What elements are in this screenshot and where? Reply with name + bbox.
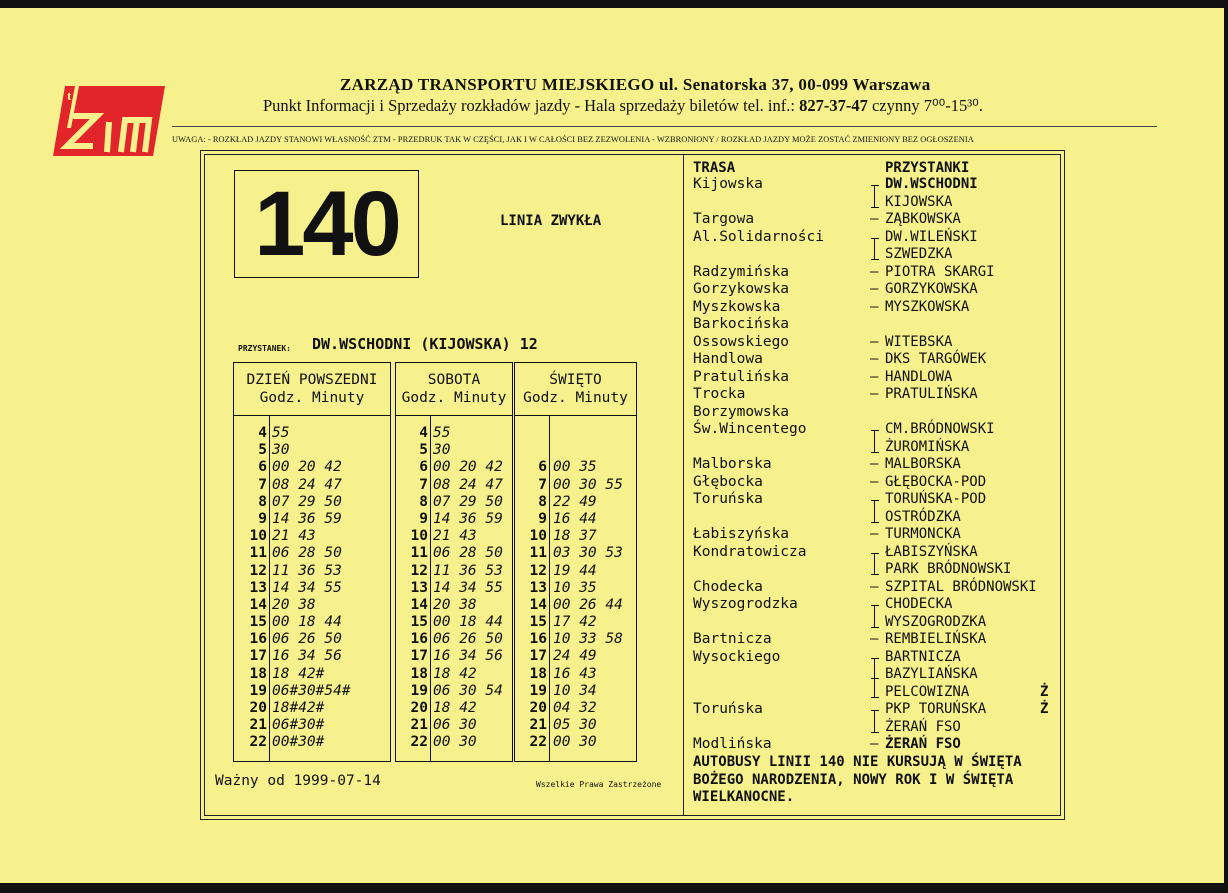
route-stop: MYSZKOWSKA bbox=[885, 298, 970, 315]
minutes-cell: 04 32 bbox=[553, 700, 597, 716]
route-street: Pratulińska bbox=[693, 368, 790, 385]
table-row bbox=[515, 614, 636, 631]
minutes-cell: 03 30 53 bbox=[553, 545, 623, 562]
line-number: 140 bbox=[254, 173, 399, 275]
minutes-cell: 14 36 59 bbox=[433, 510, 503, 527]
route-stop: REMBIELIŃSKA bbox=[885, 631, 987, 647]
bracket-stem bbox=[874, 431, 875, 452]
table-row bbox=[234, 666, 390, 683]
minutes-cell: 00#30# bbox=[272, 734, 325, 751]
minutes-cell: 10 34 bbox=[553, 682, 597, 699]
route-street: Modlińska bbox=[693, 736, 772, 752]
route-bracket bbox=[871, 430, 879, 453]
minutes-cell: 00 30 bbox=[553, 734, 597, 751]
hour-cell: 4 bbox=[419, 425, 428, 441]
table-row bbox=[234, 545, 390, 562]
table-row bbox=[515, 477, 636, 494]
table-row bbox=[396, 563, 512, 580]
table-row bbox=[234, 648, 390, 665]
agency-address: ZARZĄD TRANSPORTU MIEJSKIEGO ul. Senatorska 37, 00-099 Warszawa bbox=[340, 75, 931, 94]
minutes-cell: 06 26 50 bbox=[433, 631, 503, 648]
route-stop: GŁĘBOCKA-POD bbox=[885, 473, 987, 490]
hour-cell: 7 bbox=[538, 476, 547, 493]
route-street: Borzymowska bbox=[693, 403, 790, 420]
bracket-stem bbox=[874, 606, 875, 627]
route-street: Handlowa bbox=[693, 351, 763, 367]
route-stop: DW.WILEŃSKI bbox=[885, 228, 978, 245]
table-row bbox=[396, 717, 512, 734]
hour-cell: 13 bbox=[529, 579, 547, 596]
route-dash: – bbox=[870, 211, 879, 227]
route-street: Wyszogrodzka bbox=[693, 596, 798, 612]
hour-cell: 11 bbox=[410, 545, 428, 562]
route-stop: DKS TARGÓWEK bbox=[885, 351, 987, 367]
table-row bbox=[396, 580, 512, 597]
table-row bbox=[234, 459, 390, 476]
hour-cell: 10 bbox=[410, 528, 428, 545]
route-dash: – bbox=[870, 386, 879, 402]
table-row bbox=[515, 683, 636, 700]
route-stop: PARK BRÓDNOWSKI bbox=[885, 561, 1012, 577]
minutes-cell: 06 26 50 bbox=[272, 631, 342, 648]
route-street: Chodecka bbox=[693, 578, 763, 595]
route-bracket bbox=[871, 605, 879, 628]
holiday-table bbox=[514, 362, 637, 762]
table-row bbox=[515, 528, 636, 545]
table-row bbox=[396, 477, 512, 494]
route-street: Głębocka bbox=[693, 473, 763, 490]
minutes-cell: 20 38 bbox=[272, 596, 316, 613]
bracket-stem bbox=[874, 186, 875, 207]
table-subtitle: Godz. Minuty bbox=[523, 390, 628, 406]
route-street: Malborska bbox=[693, 456, 772, 472]
minutes-cell: 30 bbox=[272, 442, 290, 459]
route-stop: DW.WSCHODNI bbox=[885, 176, 978, 192]
hour-cell: 6 bbox=[258, 459, 267, 476]
hour-cell: 11 bbox=[249, 545, 267, 562]
hour-cell: 21 bbox=[410, 717, 428, 734]
table-row bbox=[396, 648, 512, 665]
table-row bbox=[396, 614, 512, 631]
route-stop: ZĄBKOWSKA bbox=[885, 211, 961, 227]
minutes-cell: 00 35 bbox=[553, 459, 597, 476]
table-row bbox=[515, 717, 636, 734]
info-line bbox=[263, 96, 983, 116]
hour-cell: 9 bbox=[258, 510, 267, 527]
table-row bbox=[396, 597, 512, 614]
hour-cell: 12 bbox=[249, 562, 267, 579]
bracket-tick bbox=[871, 678, 879, 679]
hour-cell: 19 bbox=[529, 682, 547, 699]
route-header: TRASA bbox=[693, 160, 736, 176]
table-row bbox=[234, 494, 390, 511]
table-row bbox=[515, 563, 636, 580]
hour-cell: 6 bbox=[419, 459, 428, 476]
bracket-stem bbox=[874, 239, 875, 260]
route-bracket bbox=[871, 710, 879, 733]
minutes-cell: 18 42 bbox=[433, 700, 477, 716]
minutes-cell: 14 34 55 bbox=[272, 579, 342, 596]
hour-cell: 16 bbox=[410, 631, 428, 648]
hour-cell: 20 bbox=[410, 700, 428, 716]
minutes-cell: 16 34 56 bbox=[433, 648, 503, 665]
hour-cell: 22 bbox=[410, 734, 428, 751]
minutes-cell: 08 24 47 bbox=[272, 476, 342, 493]
hour-cell: 13 bbox=[410, 579, 428, 596]
minutes-cell: 08 24 47 bbox=[433, 476, 503, 493]
route-bracket bbox=[871, 238, 879, 261]
hour-cell: 12 bbox=[410, 562, 428, 579]
table-row bbox=[515, 511, 636, 528]
hour-cell: 21 bbox=[249, 717, 267, 734]
table-subtitle: Godz. Minuty bbox=[401, 390, 507, 406]
column-divider bbox=[683, 154, 684, 816]
hour-cell: 18 bbox=[410, 665, 428, 682]
table-row bbox=[515, 734, 636, 751]
minutes-cell: 00 20 42 bbox=[433, 459, 503, 476]
minutes-cell: 30 bbox=[433, 442, 451, 459]
minutes-cell: 00 20 42 bbox=[272, 459, 342, 476]
service-note: AUTOBUSY LINII 140 NIE KURSUJĄ W ŚWIĘTA BOŻEGO NARODZENIA, NOWY ROK I W ŚWIĘTA WIELKANOCNE. bbox=[693, 754, 1022, 805]
route-street: Trocka bbox=[693, 386, 746, 402]
header-rule bbox=[172, 126, 1157, 127]
route-stop: PELCOWIZNA bbox=[885, 683, 970, 700]
table-row bbox=[234, 717, 390, 734]
hour-cell: 22 bbox=[529, 734, 547, 751]
table-row bbox=[515, 545, 636, 562]
route-stop: ŻUROMIŃSKA bbox=[885, 438, 970, 455]
table-row bbox=[234, 528, 390, 545]
table-row bbox=[234, 580, 390, 597]
table-row bbox=[234, 631, 390, 648]
route-stop: GORZYKOWSKA bbox=[885, 281, 978, 297]
minutes-cell: 24 49 bbox=[553, 648, 597, 665]
hour-cell: 9 bbox=[419, 510, 428, 527]
stops-header: PRZYSTANKI bbox=[885, 160, 970, 176]
hour-cell: 15 bbox=[410, 614, 428, 631]
route-street: Św.Wincentego bbox=[693, 421, 807, 437]
minutes-cell: 00 30 55 bbox=[553, 476, 623, 493]
minutes-cell: 06#30# bbox=[272, 717, 325, 734]
table-row bbox=[396, 511, 512, 528]
minutes-cell: 10 33 58 bbox=[553, 631, 623, 648]
table-header bbox=[515, 371, 636, 407]
minutes-cell: 21 43 bbox=[433, 528, 477, 545]
table-row bbox=[234, 511, 390, 528]
route-dash: – bbox=[870, 473, 879, 490]
hour-cell: 16 bbox=[529, 631, 547, 648]
minutes-cell: 21 43 bbox=[272, 528, 316, 545]
route-stop: HANDLOWA bbox=[885, 368, 953, 385]
table-title: ŚWIĘTO bbox=[549, 372, 602, 388]
minutes-cell: 10 35 bbox=[553, 579, 597, 596]
minutes-cell: 18 37 bbox=[553, 528, 597, 545]
bracket-stem bbox=[874, 554, 875, 575]
table-header bbox=[396, 371, 512, 407]
route-stop: WYSZOGRODZKA bbox=[885, 613, 987, 630]
route-stop: BARTNICZA bbox=[885, 648, 961, 665]
hour-cell: 10 bbox=[249, 528, 267, 545]
minutes-cell: 06 30 bbox=[433, 717, 477, 734]
table-row bbox=[234, 597, 390, 614]
route-dash: – bbox=[870, 333, 879, 350]
rights-reserved: Wszelkie Prawa Zastrzeżone bbox=[536, 780, 662, 789]
table-row bbox=[515, 597, 636, 614]
hour-cell: 15 bbox=[249, 614, 267, 631]
table-rows bbox=[234, 425, 390, 752]
route-bracket bbox=[871, 658, 879, 698]
route-street: Toruńska bbox=[693, 701, 763, 717]
route-bracket bbox=[871, 553, 879, 576]
hour-cell: 22 bbox=[249, 734, 267, 751]
route-stop: ŻERAŃ FSO bbox=[885, 718, 961, 735]
minutes-cell: 06 28 50 bbox=[433, 545, 503, 562]
minutes-cell: 19 44 bbox=[553, 562, 597, 579]
hour-cell: 17 bbox=[410, 648, 428, 665]
hour-cell: 11 bbox=[529, 545, 547, 562]
table-row bbox=[396, 683, 512, 700]
minutes-cell: 06 30 54 bbox=[433, 682, 503, 699]
minutes-cell: 18 42 bbox=[433, 665, 477, 682]
table-row bbox=[396, 545, 512, 562]
weekday-table bbox=[233, 362, 391, 762]
hour-cell: 9 bbox=[538, 510, 547, 527]
hour-cell: 17 bbox=[249, 648, 267, 665]
minutes-cell: 14 34 55 bbox=[433, 579, 503, 596]
table-row bbox=[396, 631, 512, 648]
minutes-cell: 00 18 44 bbox=[433, 614, 503, 631]
route-stop: SZPITAL BRÓDNOWSKI bbox=[885, 578, 1037, 595]
minutes-cell: 14 36 59 bbox=[272, 510, 342, 527]
bracket-stem bbox=[874, 711, 875, 732]
table-row bbox=[234, 614, 390, 631]
minutes-cell: 20 38 bbox=[433, 596, 477, 613]
hour-cell: 7 bbox=[419, 476, 428, 493]
info-text: Punkt Informacji i Sprzedaży rozkładów jazdy - Hala sprzedaży biletów tel. inf.: bbox=[263, 96, 795, 115]
table-row bbox=[234, 442, 390, 459]
hour-cell: 14 bbox=[529, 596, 547, 613]
route-bracket bbox=[871, 500, 879, 523]
hour-cell: 18 bbox=[529, 665, 547, 682]
hour-cell: 6 bbox=[538, 459, 547, 476]
hour-cell: 10 bbox=[529, 528, 547, 545]
table-row bbox=[234, 425, 390, 442]
route-stop: TURMONCKA bbox=[885, 526, 961, 542]
info-phone: 827-37-47 bbox=[799, 96, 868, 115]
table-row bbox=[234, 477, 390, 494]
route-street: Kondratowicza bbox=[693, 543, 807, 560]
route-dash: – bbox=[870, 351, 879, 367]
table-separator bbox=[234, 415, 390, 416]
hour-cell: 8 bbox=[419, 493, 428, 510]
minutes-cell: 16 34 56 bbox=[272, 648, 342, 665]
route-dash: – bbox=[870, 298, 879, 315]
route-dash: – bbox=[870, 263, 879, 280]
line-type: LINIA ZWYKŁA bbox=[500, 213, 602, 229]
route-stop: PIOTRA SKARGI bbox=[885, 263, 995, 280]
hour-cell: 14 bbox=[410, 596, 428, 613]
table-row bbox=[396, 442, 512, 459]
route-stop: CHODECKA bbox=[885, 596, 953, 612]
ztm-logo bbox=[53, 78, 165, 156]
hour-cell: 16 bbox=[249, 631, 267, 648]
route-street: Ossowskiego bbox=[693, 333, 790, 350]
table-separator bbox=[515, 415, 636, 416]
table-header bbox=[234, 371, 390, 407]
table-row bbox=[515, 425, 636, 442]
hour-cell: 14 bbox=[249, 596, 267, 613]
table-row bbox=[396, 734, 512, 751]
minutes-cell: 55 bbox=[272, 425, 290, 441]
route-street: Łabiszyńska bbox=[693, 526, 790, 542]
table-rows bbox=[515, 425, 636, 752]
route-dash: – bbox=[870, 281, 879, 297]
table-row bbox=[396, 528, 512, 545]
table-title: DZIEŃ POWSZEDNI bbox=[246, 372, 378, 388]
route-street: Al.Solidarności bbox=[693, 228, 824, 245]
table-title: SOBOTA bbox=[427, 372, 481, 388]
route-street: Bartnicza bbox=[693, 631, 772, 647]
hour-cell: 8 bbox=[258, 493, 267, 510]
minutes-cell: 22 49 bbox=[553, 493, 597, 510]
table-row bbox=[234, 734, 390, 751]
minutes-cell: 16 43 bbox=[553, 665, 597, 682]
svg-text:t: t bbox=[67, 88, 72, 103]
minutes-cell: 00 18 44 bbox=[272, 614, 342, 631]
hour-cell: 13 bbox=[249, 579, 267, 596]
table-row bbox=[396, 700, 512, 717]
route-stop: ŁABISZYŃSKA bbox=[885, 543, 978, 560]
table-row bbox=[234, 683, 390, 700]
hour-cell: 8 bbox=[538, 493, 547, 510]
minutes-cell: 18#42# bbox=[272, 700, 325, 716]
minutes-cell: 00 30 bbox=[433, 734, 477, 751]
table-separator bbox=[396, 415, 512, 416]
route-street: Radzymińska bbox=[693, 263, 790, 280]
copyright-warning: UWAGA: - ROZKŁAD JAZDY STANOWI WŁASNOŚĆ ZTM - PRZEDRUK TAK W CZĘŚCI, JAK I W CAŁOŚCI BEZ ZEZWOLENIA - WZBRONIONY / ROZKŁAD JAZDY MOŻE ZOSTAĆ ZMIENIONY BEZ OGŁOSZENIA bbox=[172, 135, 974, 144]
route-street: Toruńska bbox=[693, 491, 763, 507]
saturday-table bbox=[395, 362, 513, 762]
route-street: Wysockiego bbox=[693, 648, 781, 665]
route-dash: – bbox=[870, 578, 879, 595]
stop-label: PRZYSTANEK: bbox=[238, 344, 291, 353]
route-street: Targowa bbox=[693, 211, 755, 227]
request-stop-mark: Ż bbox=[1040, 683, 1049, 700]
table-row bbox=[515, 459, 636, 476]
table-row bbox=[234, 700, 390, 717]
route-dash: – bbox=[870, 736, 879, 752]
route-dash: – bbox=[870, 526, 879, 542]
route-stop: BAZYLIAŃSKA bbox=[885, 666, 978, 682]
minutes-cell: 11 36 53 bbox=[272, 562, 342, 579]
hour-cell: 20 bbox=[529, 700, 547, 716]
info-hours: czynny 7⁰⁰-15³⁰. bbox=[871, 96, 983, 115]
route-dash: – bbox=[870, 631, 879, 647]
hour-cell: 20 bbox=[249, 700, 267, 716]
route-street: Myszkowska bbox=[693, 298, 781, 315]
minutes-cell: 05 30 bbox=[553, 717, 597, 734]
table-row bbox=[234, 563, 390, 580]
minutes-cell: 07 29 50 bbox=[433, 493, 503, 510]
table-row bbox=[396, 425, 512, 442]
hour-cell: 19 bbox=[249, 682, 267, 699]
hour-cell: 7 bbox=[258, 476, 267, 493]
hour-cell: 15 bbox=[529, 614, 547, 631]
route-street: Kijowska bbox=[693, 176, 763, 192]
hour-cell: 19 bbox=[410, 682, 428, 699]
table-rows bbox=[396, 425, 512, 752]
table-row bbox=[515, 631, 636, 648]
route-street: Gorzykowska bbox=[693, 281, 790, 297]
route-street: Barkocińska bbox=[693, 316, 790, 332]
minutes-cell: 55 bbox=[433, 425, 451, 441]
bracket-stem bbox=[874, 501, 875, 522]
valid-from: Ważny od 1999-07-14 bbox=[215, 773, 381, 789]
table-row bbox=[396, 494, 512, 511]
route-bracket bbox=[871, 185, 879, 208]
minutes-cell: 07 29 50 bbox=[272, 493, 342, 510]
hour-cell: 5 bbox=[419, 442, 428, 459]
table-row bbox=[515, 442, 636, 459]
minutes-cell: 11 36 53 bbox=[433, 562, 503, 579]
route-stop: OSTRÓDZKA bbox=[885, 508, 961, 525]
route-stop: KIJOWSKA bbox=[885, 193, 953, 210]
table-row bbox=[515, 700, 636, 717]
hour-cell: 4 bbox=[258, 425, 267, 441]
minutes-cell: 17 42 bbox=[553, 614, 597, 631]
hour-cell: 21 bbox=[529, 717, 547, 734]
minutes-cell: 06#30#54# bbox=[272, 682, 351, 699]
minutes-cell: 18 42# bbox=[272, 665, 325, 682]
stop-name: DW.WSCHODNI (KIJOWSKA) 12 bbox=[312, 335, 538, 353]
table-subtitle: Godz. Minuty bbox=[259, 390, 365, 406]
hour-cell: 18 bbox=[249, 665, 267, 682]
table-row bbox=[515, 666, 636, 683]
hour-cell: 12 bbox=[529, 562, 547, 579]
hour-cell: 5 bbox=[258, 442, 267, 459]
minutes-cell: 06 28 50 bbox=[272, 545, 342, 562]
table-row bbox=[515, 580, 636, 597]
route-dash: – bbox=[870, 456, 879, 472]
minutes-cell: 16 44 bbox=[553, 510, 597, 527]
hour-cell: 17 bbox=[529, 648, 547, 665]
table-row bbox=[515, 648, 636, 665]
table-row bbox=[396, 459, 512, 476]
minutes-cell: 00 26 44 bbox=[553, 596, 623, 613]
route-dash: – bbox=[870, 368, 879, 385]
route-stop: TORUŃSKA-POD bbox=[885, 491, 987, 507]
route-stop: ŻERAŃ FSO bbox=[885, 736, 961, 752]
request-stop-mark: Ż bbox=[1040, 701, 1049, 717]
route-stop: CM.BRÓDNOWSKI bbox=[885, 421, 995, 437]
route-stop: PRATULIŃSKA bbox=[885, 386, 978, 402]
table-row bbox=[396, 666, 512, 683]
route-stop: MALBORSKA bbox=[885, 456, 961, 472]
route-stop: PKP TORUŃSKA bbox=[885, 701, 987, 717]
route-stop: SZWEDZKA bbox=[885, 246, 953, 262]
route-stop: WITEBSKA bbox=[885, 333, 953, 350]
table-row bbox=[515, 494, 636, 511]
